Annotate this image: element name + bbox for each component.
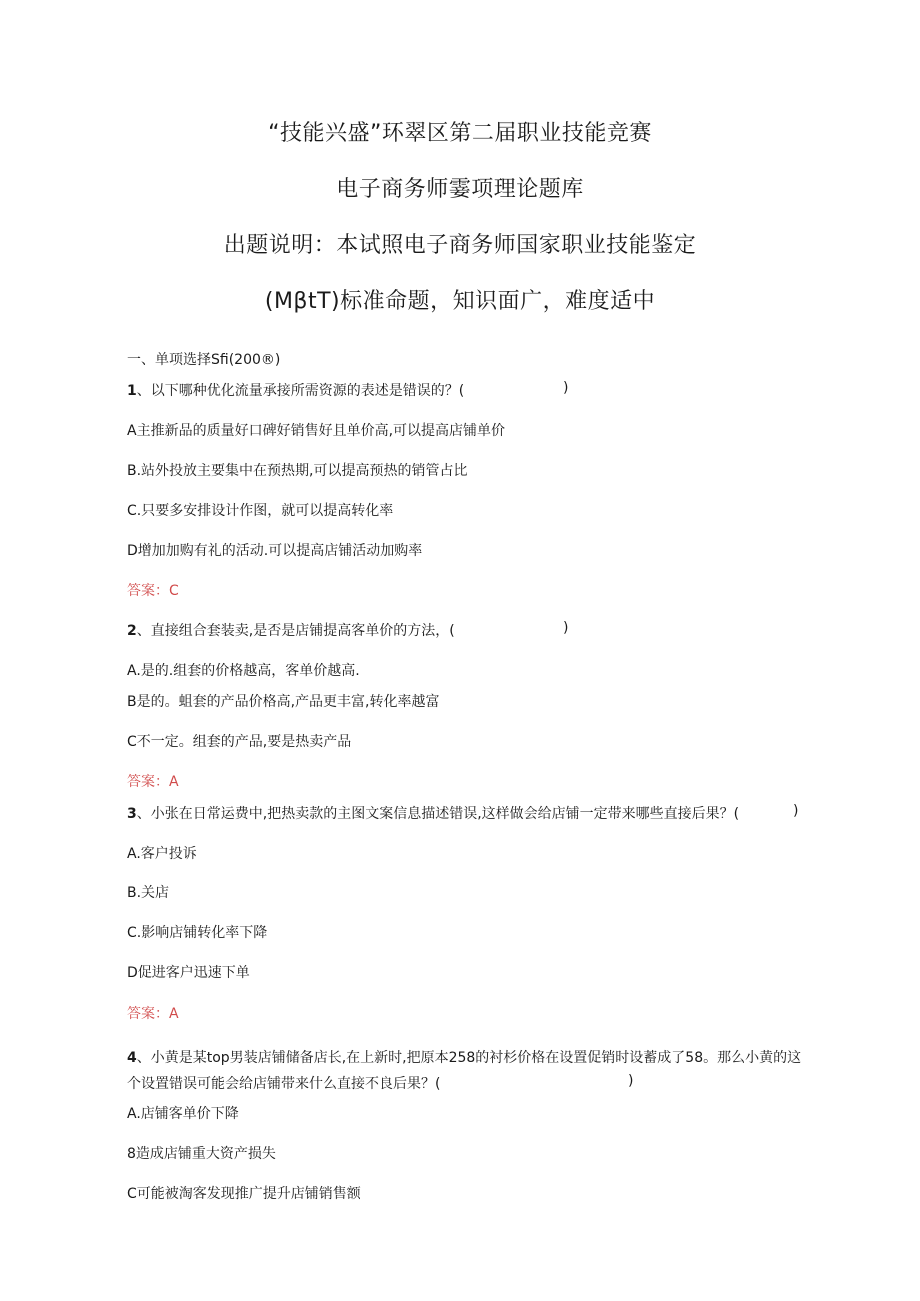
question-2-close-paren: ) — [563, 620, 569, 636]
question-1-answer: 答案：C — [127, 583, 179, 599]
question-4-option-b: 8造成店铺重大资产损失 — [127, 1146, 276, 1162]
question-4-option-a: A.店铺客单价下降 — [127, 1106, 239, 1122]
question-2-option-b: B是的。蛆套的产品价格高,产品更丰富,转化率越富 — [127, 694, 440, 710]
document-title-line-2: 电子商务师霎项理论题库 — [336, 177, 584, 202]
question-2-option-a: A.是的.组套的价格越高，客单价越高. — [127, 663, 360, 679]
question-4-stem — [127, 1047, 801, 1067]
question-3-option-a: A.客户投诉 — [127, 846, 197, 862]
question-number: 3 — [127, 806, 137, 822]
question-1-option-b: B.站外投放主要集中在预热期,可以提高预热的销管占比 — [127, 463, 468, 479]
question-2-stem — [127, 620, 455, 640]
question-3-close-paren: ) — [793, 803, 799, 819]
question-text: 、小张在日常运费中,把热卖款的主图文案信息描述错误,这样做会给店铺一定带来哪些直接后果？( — [136, 806, 740, 822]
question-1-option-d: D增加加购有礼的活动.可以提高店铺活动加购率 — [127, 543, 423, 559]
question-1-close-paren: ) — [563, 380, 569, 396]
document-title-line-3: 出题说明：本试照电子商务师国家职业技能鉴定 — [223, 233, 697, 258]
question-number: 2 — [127, 623, 137, 639]
question-4-close-paren: ) — [628, 1073, 634, 1089]
question-1-stem — [127, 380, 464, 400]
question-3-option-d: D促进客户迅速下单 — [127, 965, 250, 981]
question-2-answer: 答案：A — [127, 774, 179, 790]
document-title-line-4: (MβtT)标准命题，知识面广，难度适中 — [264, 289, 656, 314]
document-title-line-1: “技能兴盛”环翠区第二届职业技能竞赛 — [268, 121, 652, 146]
question-1-option-c: C.只要多安排设计作图，就可以提高转化率 — [127, 503, 394, 519]
question-number: 4 — [127, 1050, 137, 1066]
section-heading: 一、单项选择Sfi(200®) — [127, 352, 281, 368]
question-4-stem-continued: 个设置错误可能会给店铺带来什么直接不良后果？( — [127, 1076, 441, 1092]
question-4-option-c: C可能被淘客发现推广提升店铺销售额 — [127, 1186, 361, 1202]
question-3-stem — [127, 803, 739, 823]
question-text: 、以下哪种优化流量承接所需资源的表述是错误的？( — [136, 383, 465, 399]
question-2-option-c: C不一定。组套的产品,要是热卖产品 — [127, 734, 352, 750]
question-3-answer: 答案：A — [127, 1006, 179, 1022]
question-3-option-c: C.影响店铺转化率下降 — [127, 925, 268, 941]
question-3-option-b: B.关店 — [127, 885, 170, 901]
question-text: 、直接组合套装卖,是否是店铺提高客单价的方法，( — [136, 623, 455, 639]
question-number: 1 — [127, 383, 137, 399]
question-text: 、小黄是某top男装店铺储备店长,在上新时,把原本258的衬杉价格在设置促销时设蓄成了58。那么小黄的这 — [136, 1050, 802, 1066]
question-1-option-a: A主推新品的质量好口碑好销售好且单价高,可以提高店铺单价 — [127, 423, 506, 439]
